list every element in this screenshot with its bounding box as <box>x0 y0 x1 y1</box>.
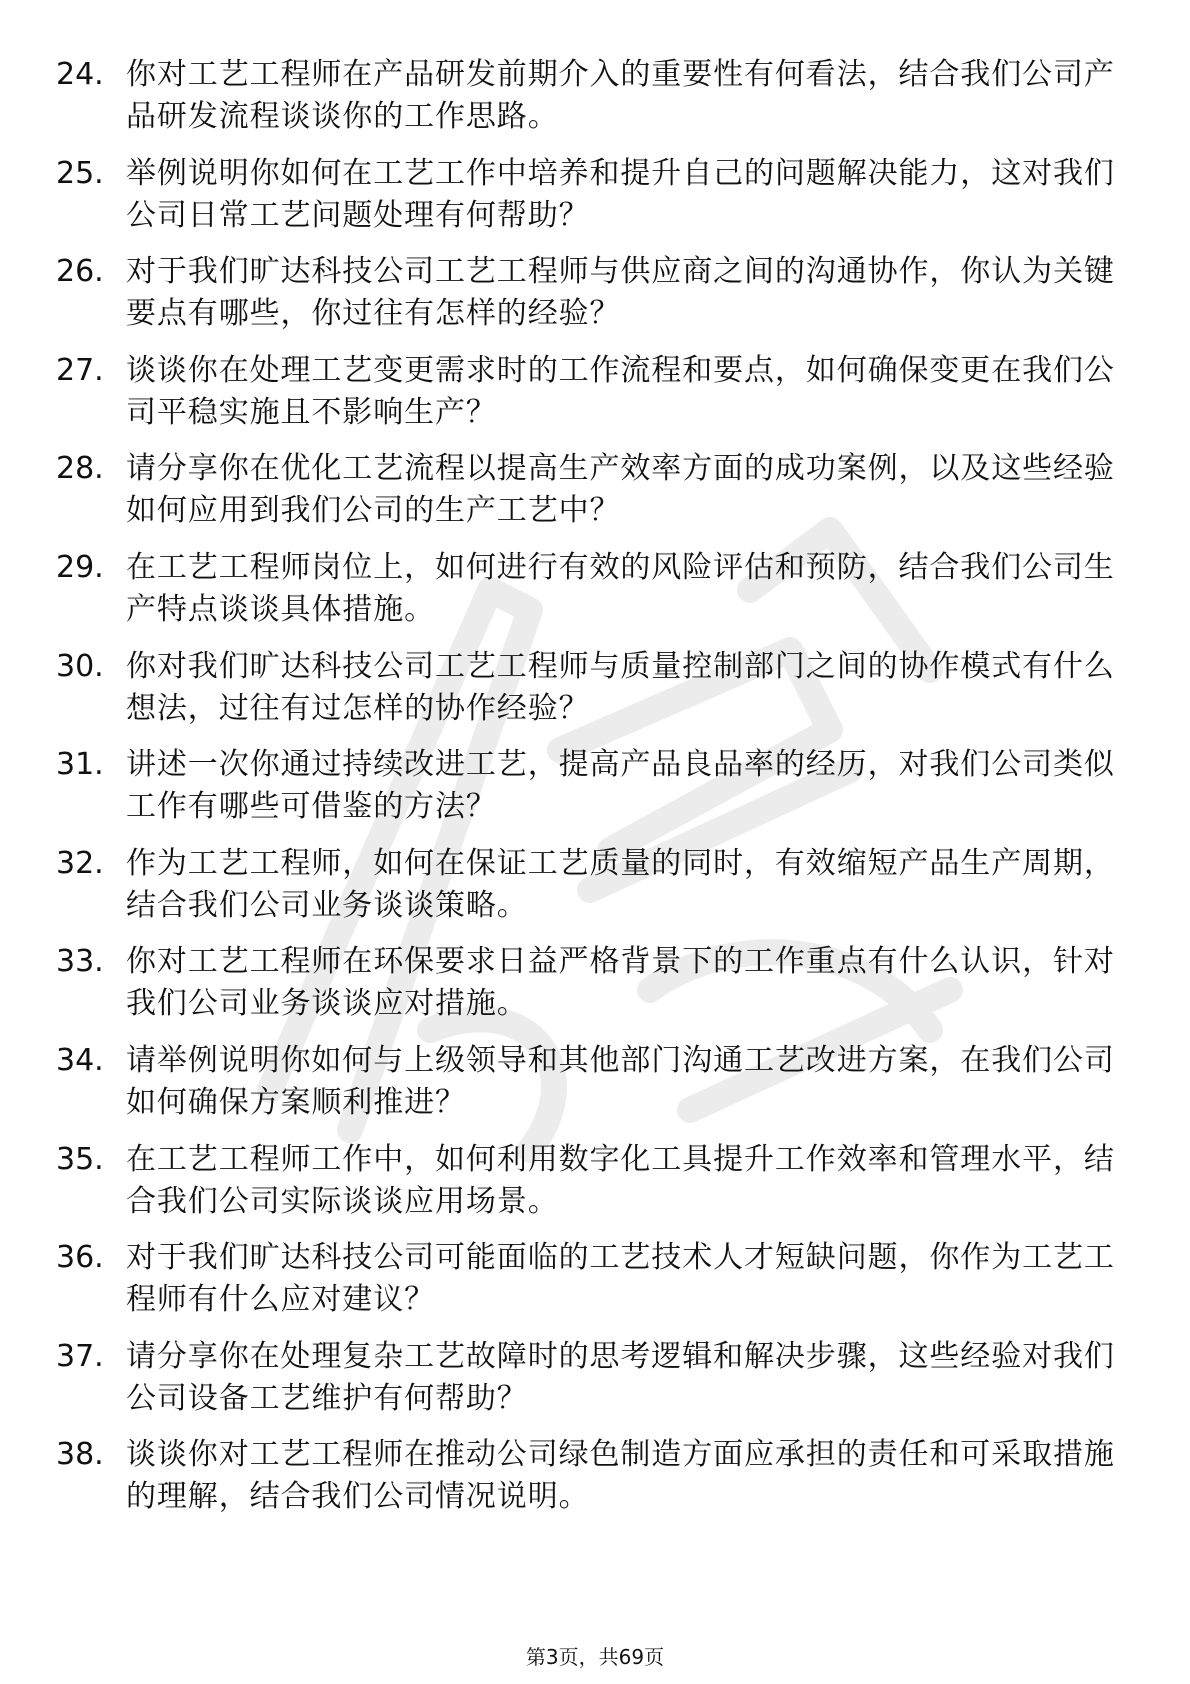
question-item <box>56 448 1116 532</box>
question-item <box>56 646 1116 730</box>
question-number: 24. <box>56 57 104 92</box>
question-number: 30. <box>56 648 104 684</box>
question-text: 对于我们旷达科技公司可能面临的工艺技术人才短缺问题，你作为工艺工程师有什么应对建议？ <box>126 1240 1115 1318</box>
question-item <box>56 1139 1116 1223</box>
question-text: 谈谈你对工艺工程师在推动公司绿色制造方面应承担的责任和可采取措施的理解，结合我们公司情况说明。 <box>126 1437 1115 1515</box>
question-text: 在工艺工程师岗位上，如何进行有效的风险评估和预防，结合我们公司生产特点谈谈具体措施。 <box>126 549 1115 627</box>
question-number: 37. <box>56 1338 104 1374</box>
question-number: 35. <box>56 1141 104 1177</box>
question-number: 29. <box>56 549 104 585</box>
question-text: 作为工艺工程师，如何在保证工艺质量的同时，有效缩短产品生产周期，结合我们公司业务谈谈策略。 <box>126 845 1115 923</box>
question-item <box>56 251 1116 335</box>
question-text: 你对我们旷达科技公司工艺工程师与质量控制部门之间的协作模式有什么想法，过往有过怎样的协作经验？ <box>126 648 1115 726</box>
question-list <box>56 54 1116 1533</box>
question-number: 38. <box>56 1437 104 1473</box>
question-number: 25. <box>56 155 104 191</box>
question-item <box>56 54 1116 138</box>
question-number: 33. <box>56 944 104 980</box>
question-item <box>56 1434 1116 1518</box>
question-number: 27. <box>56 352 104 388</box>
question-text: 你对工艺工程师在环保要求日益严格背景下的工作重点有什么认识，针对我们公司业务谈谈应对措施。 <box>126 944 1115 1022</box>
question-text: 请分享你在优化工艺流程以提高生产效率方面的成功案例，以及这些经验如何应用到我们公司的生产工艺中？ <box>126 451 1115 529</box>
question-text: 在工艺工程师工作中，如何利用数字化工具提升工作效率和管理水平，结合我们公司实际谈谈应用场景。 <box>126 1141 1115 1219</box>
question-number: 26. <box>56 254 104 290</box>
question-text: 请举例说明你如何与上级领导和其他部门沟通工艺改进方案，在我们公司如何确保方案顺利推进？ <box>126 1042 1115 1120</box>
question-item <box>56 1237 1116 1321</box>
question-number: 36. <box>56 1240 104 1276</box>
question-number: 32. <box>56 845 104 881</box>
question-number: 31. <box>56 747 104 783</box>
question-text: 举例说明你如何在工艺工作中培养和提升自己的问题解决能力，这对我们公司日常工艺问题处理有何帮助？ <box>126 155 1115 233</box>
question-item <box>56 547 1116 631</box>
question-text: 谈谈你在处理工艺变更需求时的工作流程和要点，如何确保变更在我们公司平稳实施且不影响生产？ <box>126 352 1115 430</box>
page-footer: 第3页，共69页 <box>525 1645 665 1669</box>
question-text: 对于我们旷达科技公司工艺工程师与供应商之间的沟通协作，你认为关键要点有哪些，你过往有怎样的经验？ <box>126 254 1115 332</box>
question-item <box>56 153 1116 237</box>
question-item <box>56 843 1116 927</box>
question-item <box>56 941 1116 1025</box>
question-number: 34. <box>56 1042 104 1078</box>
question-item <box>56 350 1116 434</box>
question-item <box>56 744 1116 828</box>
question-text: 讲述一次你通过持续改进工艺，提高产品良品率的经历，对我们公司类似工作有哪些可借鉴的方法？ <box>126 747 1115 825</box>
question-text: 你对工艺工程师在产品研发前期介入的重要性有何看法，结合我们公司产品研发流程谈谈你的工作思路。 <box>126 57 1115 134</box>
question-item <box>56 1336 1116 1420</box>
question-text: 请分享你在处理复杂工艺故障时的思考逻辑和解决步骤，这些经验对我们公司设备工艺维护有何帮助？ <box>126 1338 1115 1416</box>
question-item <box>56 1040 1116 1124</box>
question-number: 28. <box>56 451 104 487</box>
